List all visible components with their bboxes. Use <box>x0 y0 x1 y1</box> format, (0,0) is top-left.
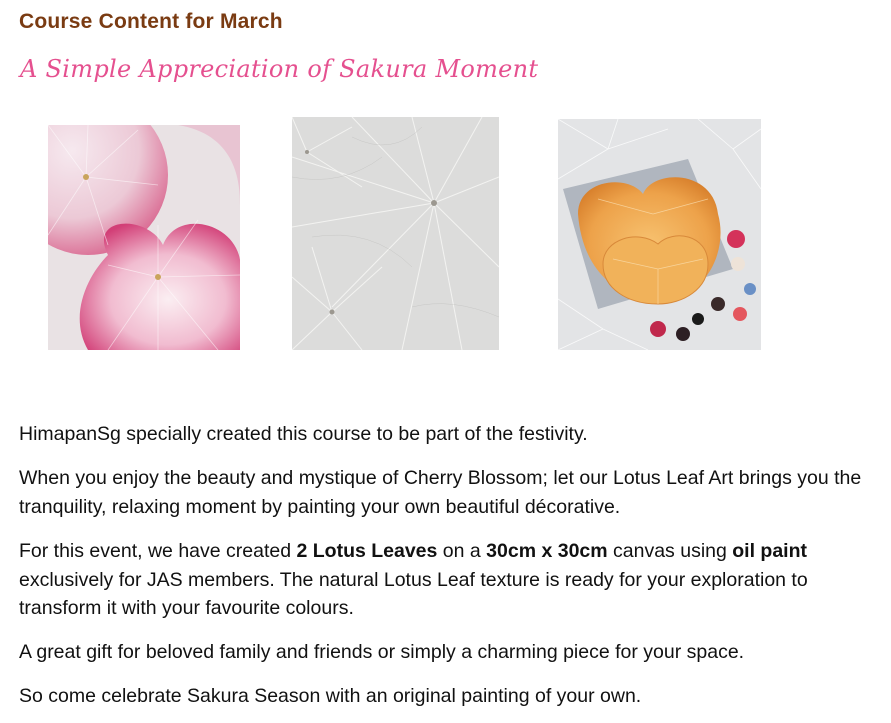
event-details-paragraph <box>19 537 879 623</box>
page-subtitle: A Simple Appreciation of Sakura Moment <box>20 55 539 83</box>
description-paragraph: When you enjoy the beauty and mystique of Cherry Blossom; let our Lotus Leaf Art brings you the tranquility, relaxing moment by painting your own beautiful décorative. <box>19 467 862 518</box>
event-text-2: on a <box>437 540 487 562</box>
canvas-size: 30cm x 30cm <box>486 540 608 562</box>
intro-paragraph: HimapanSg specially created this course to be part of the festivity. <box>19 423 588 445</box>
gift-paragraph: A great gift for beloved family and friends or simply a charming piece for your space. <box>19 641 745 663</box>
orange-lotus-leaves-with-flowers-painting <box>558 119 761 350</box>
pink-lotus-leaf-painting <box>48 125 240 350</box>
paint-medium: oil paint <box>732 540 808 562</box>
lotus-leaves-count: 2 Lotus Leaves <box>296 540 438 562</box>
page-heading: Course Content for March <box>19 10 283 33</box>
event-text-3: canvas using <box>607 540 733 562</box>
white-lotus-leaf-texture-painting <box>292 117 499 350</box>
closing-paragraph: So come celebrate Sakura Season with an original painting of your own. <box>19 685 642 707</box>
event-text-4: exclusively for JAS members. The natural Lotus Leaf texture is ready for your exploration to transform it with your favourite colours. <box>19 568 808 619</box>
event-text-1: For this event, we have created <box>19 540 297 562</box>
